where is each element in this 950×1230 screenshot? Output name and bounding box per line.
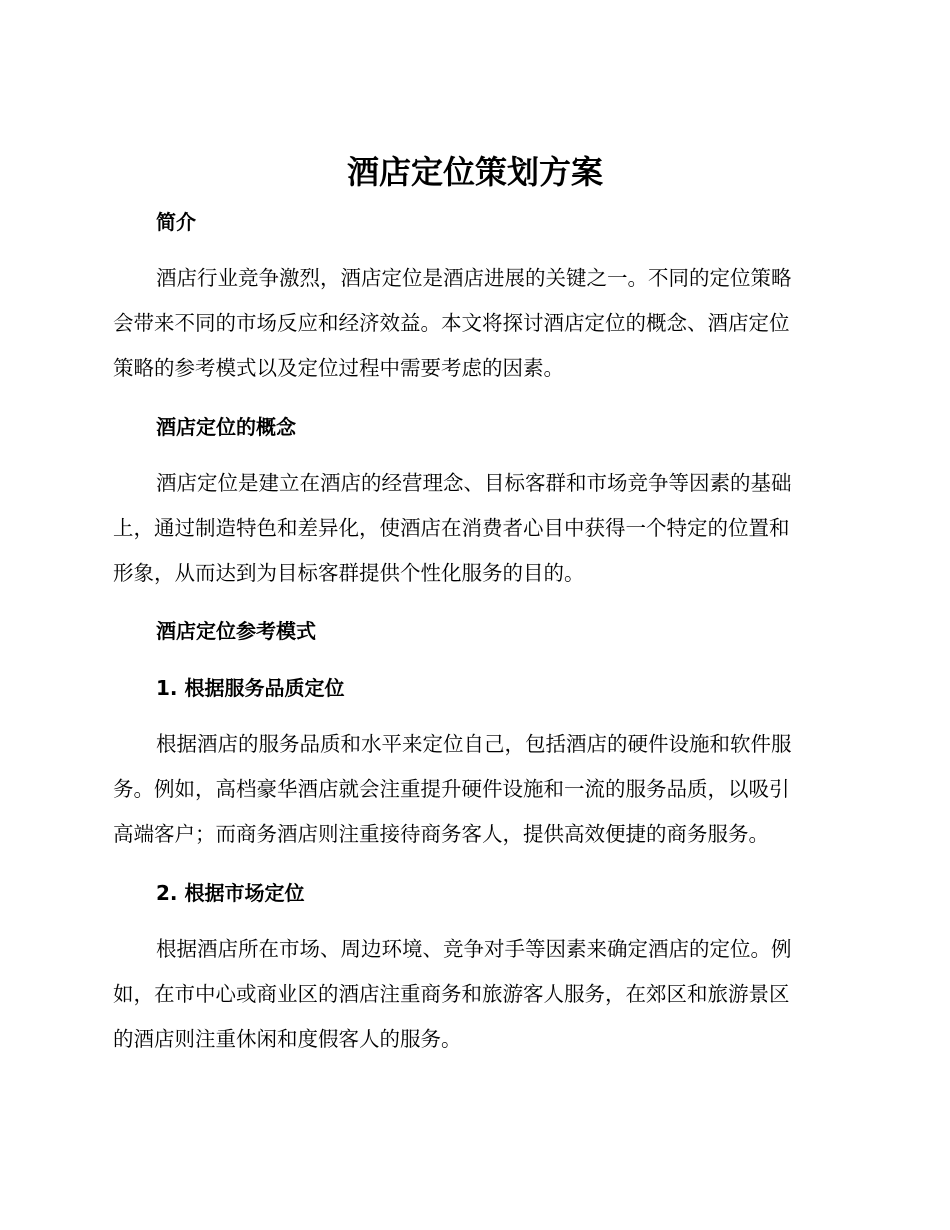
paragraph-service-quality bbox=[113, 722, 833, 857]
paragraph-line: 高端客户；而商务酒店则注重接待商务客人，提供高效便捷的商务服务。 bbox=[113, 822, 769, 846]
paragraph-line: 会带来不同的市场反应和经济效益。本文将探讨酒店定位的概念、酒店定位 bbox=[113, 311, 790, 335]
paragraph-line: 如，在市中心或商业区的酒店注重商务和旅游客人服务，在郊区和旅游景区 bbox=[113, 982, 790, 1006]
subsection-heading-market: 2. 根据市场定位 bbox=[156, 881, 305, 905]
section-heading-concept: 酒店定位的概念 bbox=[156, 415, 296, 439]
document-title: 酒店定位策划方案 bbox=[346, 153, 603, 191]
section-heading-reference-models: 酒店定位参考模式 bbox=[156, 619, 316, 643]
section-heading-intro: 简介 bbox=[156, 210, 196, 234]
paragraph-line: 根据酒店的服务品质和水平来定位自己，包括酒店的硬件设施和软件服 bbox=[156, 732, 792, 756]
paragraph-intro bbox=[113, 256, 833, 391]
paragraph-line: 酒店行业竞争激烈，酒店定位是酒店进展的关键之一。不同的定位策略 bbox=[156, 266, 792, 290]
paragraph-line: 酒店定位是建立在酒店的经营理念、目标客群和市场竞争等因素的基础 bbox=[156, 471, 792, 495]
subsection-heading-service-quality: 1. 根据服务品质定位 bbox=[156, 676, 345, 700]
paragraph-market bbox=[113, 927, 833, 1062]
paragraph-line: 根据酒店所在市场、周边环境、竞争对手等因素来确定酒店的定位。例 bbox=[156, 937, 792, 961]
paragraph-line: 上，通过制造特色和差异化，使酒店在消费者心目中获得一个特定的位置和 bbox=[113, 516, 790, 540]
paragraph-line: 形象，从而达到为目标客群提供个性化服务的目的。 bbox=[113, 561, 585, 585]
paragraph-line: 策略的参考模式以及定位过程中需要考虑的因素。 bbox=[113, 356, 564, 380]
paragraph-line: 的酒店则注重休闲和度假客人的服务。 bbox=[113, 1027, 462, 1051]
paragraph-line: 务。例如，高档豪华酒店就会注重提升硬件设施和一流的服务品质，以吸引 bbox=[113, 777, 790, 801]
paragraph-concept bbox=[113, 461, 833, 596]
